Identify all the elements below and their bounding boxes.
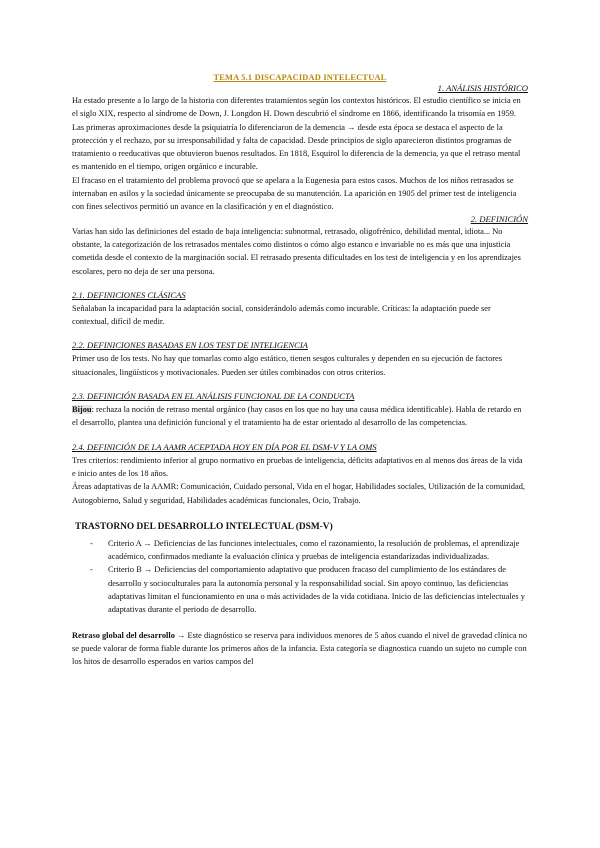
document-body [72,72,528,669]
list-item-text: Criterio B → Deficiencias del comportamiento adaptativo que producen fracaso del cumplimiento de los estándares de desarrollo y socioculturales para la autonomía personal y la responsabilidad social. Sin apoyo continuo, las deficiencias adaptativas limitan el funcionamiento en una o más actividades de la vida cotidiana. Inicio de las deficiencias intelectuales y adaptativas durante el periodo de desarrollo. [108,565,525,615]
paragraph-text: → Este diagnóstico se reserva para individuos menores de 5 años cuando el nivel de gravedad clínica no se puede valorar de forma fiable durante los primeros años de la infancia. Esta categoría se diagnostica cuando un sujeto no cumple con los hitos de desarrollo esperados en varios campos del [72,630,528,667]
section-heading-historico: 1. ANÁLISIS HISTÓRICO [437,83,528,93]
paragraph: El fracaso en el tratamiento del problema provocó que se apelara a la Eugenesia para estos casos. Muchos de los niños retrasados se internaban en asilos y la sociedad únicamente se preocupaba de su manutención. La aparición en 1905 del primer test de inteligencia con fines selectivos permitió un avance en la clasificación y en el diagnóstico. [72,175,517,212]
document-title: TEMA 5.1 DISCAPACIDAD INTELECTUAL [213,73,387,82]
paragraph: Varias han sido las definiciones del estado de baja inteligencia: subnormal, retrasado, oligofrénico, debilidad mental, idiota... No obstante, la categorización de los retrasados mentales como distintos o cómo algo estanco e invariable no es más que una injusticia cometida desde el contexto de la marginación social. El retrasado presenta dificultades en los test de inteligencia y en los aprendizajes escolares, pero no deja de ser una persona. [72,226,521,276]
list-item [72,537,528,564]
bold-term: Retraso global del desarrollo [72,630,175,640]
paragraph: Señalaban la incapacidad para la adaptación social, considerándolo además como incurable. Críticas: la adaptación puede ser contextual, difícil de medir. [72,303,491,327]
subsection-heading-funcional: 2.3. DEFINICIÓN BASADA EN EL ANÁLISIS FUNCIONAL DE LA CONDUCTA [72,391,355,402]
list-dash: - [90,565,93,575]
paragraph [72,403,528,430]
subsection-heading-test: 2.2. DEFINICIONES BASADAS EN LOS TEST DE INTELIGENCIA [72,340,308,351]
list-item [72,563,528,616]
section-heading-trastorno: TRASTORNO DEL DESARROLLO INTELECTUAL (DSM-V) [75,521,333,532]
paragraph [72,629,528,669]
list-item-text: Criterio A → Deficiencias de las funciones intelectuales, como el razonamiento, la resolución de problemas, el aprendizaje académico, confirmados mediante la evaluación clínica y pruebas de inteligencia estandarizadas individualizadas. [108,538,520,562]
list-dash: - [90,538,93,548]
paragraph: Tres criterios: rendimiento inferior al grupo normativo en pruebas de inteligencia, déficits adaptativos en al menos dos áreas de la vida e inicio antes de los 18 años. [72,455,523,478]
bold-term: Bijou [72,405,92,415]
section-heading-definicion: 2. DEFINICIÓN [470,213,528,224]
subsection-heading-clasicas: 2.1. DEFINICIONES CLÁSICAS [72,289,186,300]
criteria-list [72,537,528,617]
paragraph: Áreas adaptativas de la AAMR: Comunicación, Cuidado personal, Vida en el hogar, Habilidades sociales, Utilización de la comunidad, Autogobierno, Salud y seguridad, Habilidades académicas funcionales, Ocio, Trabajo. [72,482,525,505]
paragraph: Ha estado presente a lo largo de la historia con diferentes tratamientos según los contextos históricos. El estudio científico se inicia en el siglo XIX, respecto al síndrome de Down, J. Longdon H. Down descubrió el síndrome en 1866, identificando la trisomía en 1959. Las primeras aproximaciones desde la psiquiatría lo diferenciaron de la demencia → desde esta época se destaca el aspecto de la protección y el rechazo, por su irresponsabilidad y falta de capacidad. Desde principios de siglo aparecieron distintos programas de tratamiento o reeducativas que obtuvieron buenos resultados. En 1818, Esquirol lo diferencia de la demencia, ya que el retraso mental es mantenido en el tiempo, origen orgánico e incurable. [72,96,521,172]
paragraph-text: : rechaza la noción de retraso mental orgánico (hay casos en los que no hay una causa médica identificable). Habla de retardo en el desarrollo, plantea una definición funcional y el tratamiento ha de estar orientado al desarrollo de las competencias. [72,405,522,428]
paragraph: Primer uso de los tests. No hay que tomarlas como algo estático, tienen sesgos culturales y dependen en su ejecución de factores situacionales, lingüísticos y motivacionales. Pueden ser útiles combinados con otros criterios. [72,354,503,377]
subsection-heading-aamr: 2.4. DEFINICIÓN DE LA AAMR ACEPTADA HOY EN DÍA POR EL DSM-V Y LA OMS [72,441,377,452]
